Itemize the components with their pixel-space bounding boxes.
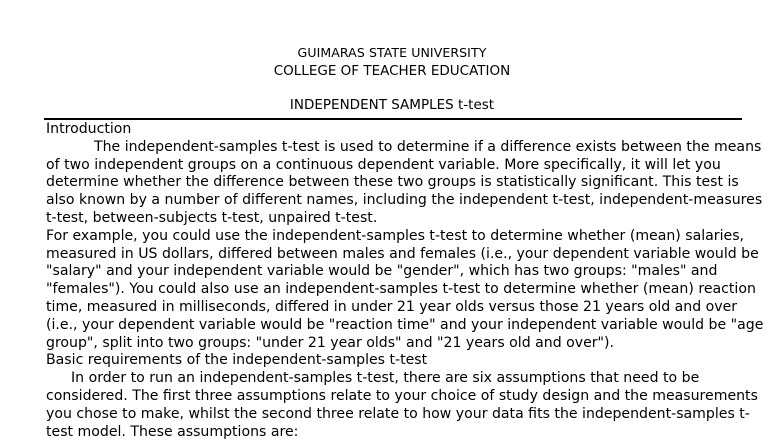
paragraph-line: determine whether the difference between these two groups is statistically significant. This test is [46,174,739,191]
paragraph-line: measured in US dollars, differed between males and females (i.e., your dependent variable would be [46,245,759,262]
paragraph-line: of two independent groups on a continuous dependent variable. More specifically, it will let you [46,156,721,173]
paragraph-line: considered. The first three assumptions relate to your choice of study design and the measurements [46,387,758,404]
paragraph-line: (i.e., your dependent variable would be "reaction time" and your independent variable would be "age [46,316,764,333]
paragraph-line: The independent-samples t-test is used to determine if a difference exists between the means [94,138,762,155]
title-divider [44,118,742,120]
document-body [46,121,764,441]
requirements-heading: Basic requirements of the independent-samples t-test [46,352,428,369]
university-name: GUIMARAS STATE UNIVERSITY [297,45,487,60]
paragraph-line: you chose to make, whilst the second three relate to how your data fits the independent-samples t- [46,405,750,422]
paragraph-line: t-test, between-subjects t-test, unpaired t-test. [46,209,378,226]
paragraph-line: time, measured in milliseconds, differed in under 21 year olds versus those 21 years old and over [46,298,738,315]
paragraph-line: "females"). You could also use an independent-samples t-test to determine whether (mean) reaction [46,281,756,298]
paragraph-line: group", split into two groups: "under 21 year olds" and "21 years old and over"). [46,334,615,351]
paragraph-line: test model. These assumptions are: [46,423,299,440]
paragraph-line: "salary" and your independent variable would be "gender", which has two groups: "males" and [46,263,718,280]
document-title: INDEPENDENT SAMPLES t-test [289,97,495,113]
paragraph-line: For example, you could use the independent-samples t-test to determine whether (mean) salaries, [46,227,745,244]
paragraph-line: In order to run an independent-samples t-test, there are six assumptions that need to be [71,370,700,387]
introduction-heading: Introduction [46,121,132,137]
paragraph-line: also known by a number of different names, including the independent t-test, independent-measures [46,192,763,209]
college-name: COLLEGE OF TEACHER EDUCATION [273,63,511,79]
